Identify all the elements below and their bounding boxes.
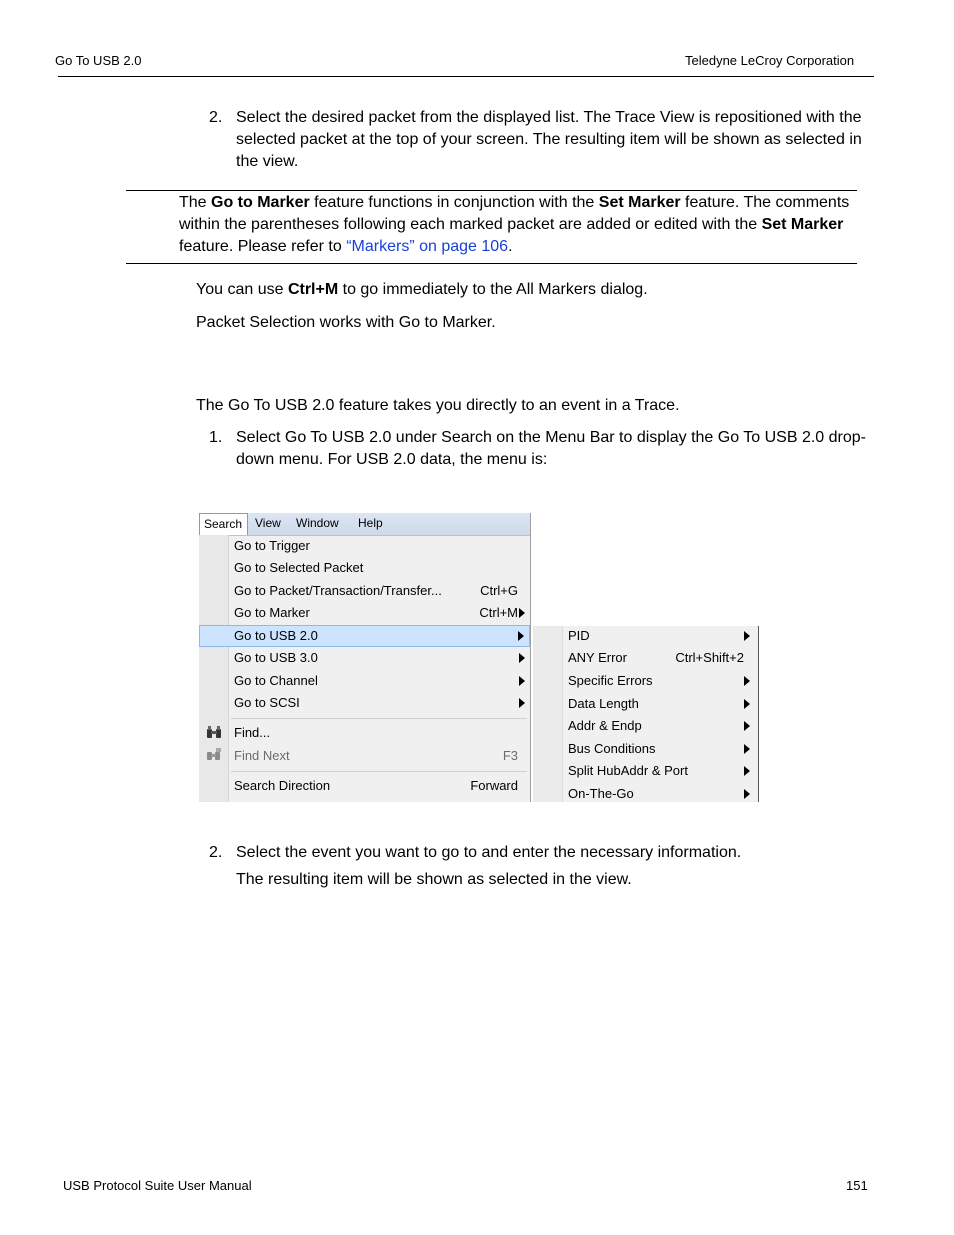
- binoculars-icon: [206, 726, 222, 740]
- note-bold-go-to-marker: Go to Marker: [211, 194, 310, 211]
- submenu-item-label: Data Length: [568, 696, 639, 711]
- menu-separator: [231, 718, 527, 719]
- submenu-arrow-icon: [744, 631, 750, 641]
- step-text: Select the desired packet from the displayed list. The Trace View is repositioned with the selected packet at the top of your screen. The resulting item will be shown as selected in the view.: [236, 109, 862, 170]
- menu-item-value: Forward: [470, 778, 518, 793]
- go-to-usb-2-0-submenu: [533, 626, 759, 802]
- submenu-arrow-icon: [519, 676, 525, 686]
- markers-link[interactable]: “Markers” on page 106: [346, 238, 509, 255]
- note-text: feature. Please refer to: [179, 238, 347, 255]
- submenu-item-on-the-go[interactable]: [533, 783, 758, 805]
- submenu-item-bus-conditions[interactable]: [533, 738, 758, 760]
- submenu-arrow-icon: [518, 631, 524, 641]
- submenu-item-pid[interactable]: [533, 625, 758, 647]
- submenu-item-split-hubaddr-port[interactable]: [533, 760, 758, 782]
- submenu-arrow-icon: [744, 789, 750, 799]
- menu-separator: [231, 771, 527, 772]
- submenu-arrow-icon: [744, 721, 750, 731]
- submenu-item-label: Bus Conditions: [568, 741, 656, 756]
- packet-selection-paragraph: Packet Selection works with Go to Marker.: [196, 314, 496, 331]
- menu-item-go-to-packet-transaction-transfer[interactable]: [199, 580, 530, 602]
- page-number: 151: [846, 1178, 868, 1193]
- submenu-item-label: Split HubAddr & Port: [568, 763, 688, 778]
- menu-item-go-to-channel[interactable]: [199, 670, 530, 692]
- menu-item-label: Go to Packet/Transaction/Transfer...: [234, 583, 442, 598]
- menu-item-label: Go to Selected Packet: [234, 560, 364, 575]
- submenu-item-label: On-The-Go: [568, 786, 634, 801]
- submenu-arrow-icon: [744, 744, 750, 754]
- intro-paragraph: The Go To USB 2.0 feature takes you directly to an event in a Trace.: [196, 397, 680, 414]
- step-number: 2.: [209, 844, 223, 861]
- menu-item-go-to-scsi[interactable]: [199, 692, 530, 714]
- submenu-item-label: ANY Error: [568, 650, 627, 665]
- menu-item-find[interactable]: [199, 722, 530, 744]
- note-bold-set-marker: Set Marker: [761, 216, 844, 233]
- find-next-icon: [206, 748, 222, 762]
- submenu-item-any-error[interactable]: [533, 647, 758, 669]
- step-subtext: The resulting item will be shown as selected in the view.: [236, 871, 632, 888]
- submenu-arrow-icon: [519, 698, 525, 708]
- submenu-item-data-length[interactable]: [533, 693, 758, 715]
- header-company: Teledyne LeCroy Corporation: [685, 53, 855, 68]
- menu-item-label: Search Direction: [234, 778, 331, 793]
- ctrl-m-shortcut: Ctrl+M: [287, 281, 339, 298]
- menu-item-shortcut: Ctrl+M: [479, 605, 518, 620]
- menu-bar: [199, 513, 530, 536]
- note-text: .: [508, 238, 513, 255]
- footer-manual-title: USB Protocol Suite User Manual: [63, 1178, 252, 1193]
- menu-item-label: Go to USB 2.0: [234, 628, 318, 643]
- submenu-item-specific-errors[interactable]: [533, 670, 758, 692]
- note-text: feature functions in conjunction with the: [309, 194, 599, 211]
- menu-item-shortcut: F3: [502, 748, 518, 763]
- menu-item-go-to-selected-packet[interactable]: [199, 557, 530, 579]
- menu-item-label: Go to Channel: [234, 673, 318, 688]
- menu-item-search-direction[interactable]: [199, 775, 530, 797]
- step-number: 2.: [209, 109, 223, 126]
- step-number: 1.: [209, 429, 223, 446]
- header-rule: [58, 76, 874, 77]
- menu-item-label: Find Next: [234, 748, 290, 763]
- ctrl-m-text: You can use: [196, 281, 288, 298]
- menu-item-go-to-marker[interactable]: [199, 602, 530, 624]
- menu-help[interactable]: Help: [358, 516, 383, 530]
- menu-search-label: Search: [204, 517, 243, 531]
- submenu-item-label: Addr & Endp: [568, 718, 642, 733]
- note-text: feature. The comments within the parentheses following each marked packet are added or edited with the: [179, 194, 850, 233]
- submenu-item-label: Specific Errors: [568, 673, 653, 688]
- submenu-item-addr-endp[interactable]: [533, 715, 758, 737]
- menu-item-label: Go to SCSI: [234, 695, 300, 710]
- submenu-arrow-icon: [744, 766, 750, 776]
- step-text: Select Go To USB 2.0 under Search on the Menu Bar to display the Go To USB 2.0 drop-down menu. For USB 2.0 data, the menu is:: [236, 429, 866, 468]
- step-text: Select the event you want to go to and enter the necessary information.: [236, 844, 742, 861]
- menu-item-go-to-trigger[interactable]: [199, 535, 530, 557]
- menu-item-find-next[interactable]: [199, 745, 530, 767]
- menu-window[interactable]: Window: [296, 516, 339, 530]
- ctrl-m-text: to go immediately to the All Markers dialog.: [338, 281, 648, 298]
- submenu-arrow-icon: [744, 699, 750, 709]
- menu-view[interactable]: View: [255, 516, 281, 530]
- menu-item-label: Go to Marker: [234, 605, 310, 620]
- submenu-arrow-icon: [744, 676, 750, 686]
- menu-item-label: Go to USB 3.0: [234, 650, 318, 665]
- note-rule-bottom: [126, 263, 857, 264]
- search-menu-screenshot: [199, 513, 531, 802]
- note-rule-top: [126, 190, 857, 191]
- menu-item-shortcut: Ctrl+G: [480, 583, 518, 598]
- menu-search[interactable]: [199, 513, 248, 535]
- menu-item-label: Go to Trigger: [234, 538, 310, 553]
- submenu-item-shortcut: Ctrl+Shift+2: [675, 650, 744, 665]
- menu-item-go-to-usb-3-0[interactable]: [199, 647, 530, 669]
- header-section-title: Go To USB 2.0: [55, 53, 142, 68]
- ctrl-m-paragraph: [196, 279, 648, 301]
- menu-item-label: Find...: [234, 725, 271, 740]
- menu-item-go-to-usb-2-0[interactable]: [199, 625, 530, 647]
- submenu-arrow-icon: [519, 608, 525, 618]
- note-paragraph: [179, 192, 871, 258]
- submenu-arrow-icon: [519, 653, 525, 663]
- note-bold-set-marker: Set Marker: [598, 194, 681, 211]
- note-text: The: [179, 194, 212, 211]
- submenu-item-label: PID: [568, 628, 590, 643]
